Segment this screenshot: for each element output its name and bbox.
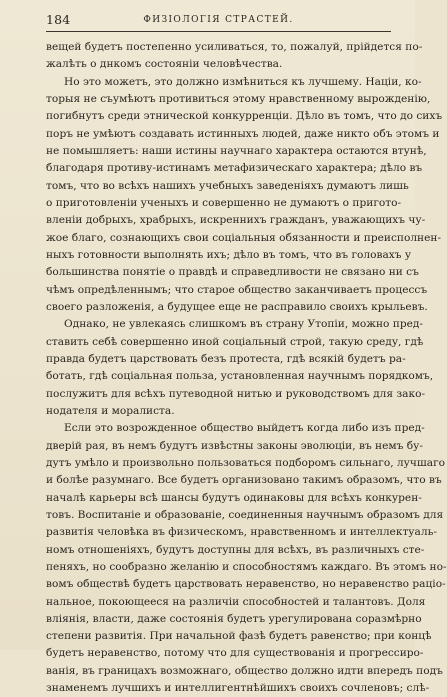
page-number: 184 bbox=[46, 12, 71, 27]
text-line: погибнутъ среди этнической конкурренціи. Дѣло въ томъ, что до сихъ bbox=[46, 110, 443, 123]
body-text bbox=[46, 39, 447, 697]
text-line: ныхъ готовности выполнять ихъ; дѣло въ томъ, что въ головахъ у bbox=[46, 248, 412, 261]
text-line: послужитъ для всѣхъ путеводной нитью и руководствомъ для зако- bbox=[46, 387, 426, 400]
text-line: не помышляетъ: наши истины научнаго характера остаются втунѣ, bbox=[46, 144, 427, 157]
header-rule bbox=[46, 31, 391, 32]
text-line: вленіи добрыхъ, храбрыхъ, искреннихъ гражданъ, уважающихъ чу- bbox=[46, 214, 426, 227]
text-line: товъ. Воспитаніе и образованіе, соединенныя научнымъ образомъ для bbox=[46, 508, 444, 521]
running-head: ФИЗІОЛОГІЯ СТРАСТЕЙ. bbox=[143, 15, 294, 25]
text-line: дутъ умѣло и произвольно пользоваться подборомъ сильнаго, лучшаго bbox=[46, 456, 445, 469]
text-line: нальное, покоющееся на различіи способностей и талантовъ. Доля bbox=[46, 595, 426, 608]
text-line: своего разложенія, а будущее еще не расправило своихъ крыльевъ. bbox=[46, 300, 428, 313]
text-line: чѣмъ опредѣленнымъ; что старое общество заканчиваетъ процессъ bbox=[46, 283, 428, 296]
text-line: развитія человѣка въ физическомъ, нравственномъ и интеллектуаль- bbox=[46, 526, 437, 539]
text-line: дверій рая, въ немъ будутъ извѣстны законы эволюціи, въ немъ бу- bbox=[46, 439, 423, 452]
text-line: пеняхъ, но сообразно желанію и способностямъ каждаго. Въ этомъ но- bbox=[46, 560, 447, 573]
text-line: Но это можетъ, это должно измѣниться къ лучшему. Націи, ко- bbox=[64, 75, 422, 88]
text-line: жое благо, сознающихъ свои соціальныя обязанности и преисполнен- bbox=[46, 231, 442, 244]
text-line: нодателя и моралиста. bbox=[46, 404, 175, 417]
page-header bbox=[46, 12, 391, 28]
text-line: правда будетъ царствовать безъ протеста, гдѣ всякій будетъ ра- bbox=[46, 352, 406, 365]
text-line: большинства понятіе о правдѣ и справедливости не связано ни съ bbox=[46, 266, 419, 279]
text-line: томъ, что во всѣхъ нашихъ учебныхъ заведеніяхъ думаютъ лишь bbox=[46, 179, 409, 192]
text-line: ставить себѣ совершенно иной соціальный строй, такую среду, гдѣ bbox=[46, 335, 424, 348]
text-line: Однако, не увлекаясь слишкомъ въ страну Утопіи, можно пред- bbox=[64, 318, 423, 331]
text-line: вомъ обществѣ будетъ царствовать неравенство, но неравенство раціо- bbox=[46, 578, 446, 591]
text-line: будетъ неравенство, потому что для существованія и прогрессиро- bbox=[46, 647, 424, 660]
text-line: знаменемъ лучшихъ и интеллигентнѣйшихъ своихъ сочленовъ; слѣ- bbox=[46, 682, 430, 695]
text-line: о приготовленіи ученыхъ и совершенно не думаютъ о пригото- bbox=[46, 196, 402, 209]
text-line: Если это возрожденное общество выйдетъ когда либо изъ пред- bbox=[64, 422, 425, 435]
text-line: степени развитія. При начальной фазѣ будетъ равенство; при концѣ bbox=[46, 630, 432, 643]
text-line: торыя не съумѣютъ противиться этому нравственному вырожденію, bbox=[46, 92, 431, 105]
text-line: ванія, въ границахъ возможнаго, общество должно идти впередъ подъ bbox=[46, 664, 443, 677]
text-line: благодаря противу-истинамъ метафизическаго характера; дѣло въ bbox=[46, 162, 423, 175]
text-line: номъ отношеніяхъ, будутъ доступны для всѣхъ, въ различныхъ сте- bbox=[46, 543, 425, 556]
text-line: поръ не умѣютъ создавать истинныхъ людей, даже никто объ этомъ и bbox=[46, 127, 440, 140]
text-line: вещей будетъ постепенно усиливаться, то, пожалуй, прійдется по- bbox=[46, 41, 423, 53]
text-line: и болѣе разумнаго. Все будетъ организовано такимъ образомъ, что въ bbox=[46, 474, 442, 487]
text-line: жалѣть о днкомъ состояніи человѣчества. bbox=[46, 58, 283, 71]
text-line: началѣ карьеры всѣ шансы будутъ одинаковы для всѣхъ конкурен- bbox=[46, 491, 422, 504]
text-line: вліянія, власти, даже состоянія будетъ урегулирована соразмѣрно bbox=[46, 612, 422, 625]
text-line: ботать, гдѣ соціальная польза, установленная научнымъ порядкомъ, bbox=[46, 370, 434, 383]
